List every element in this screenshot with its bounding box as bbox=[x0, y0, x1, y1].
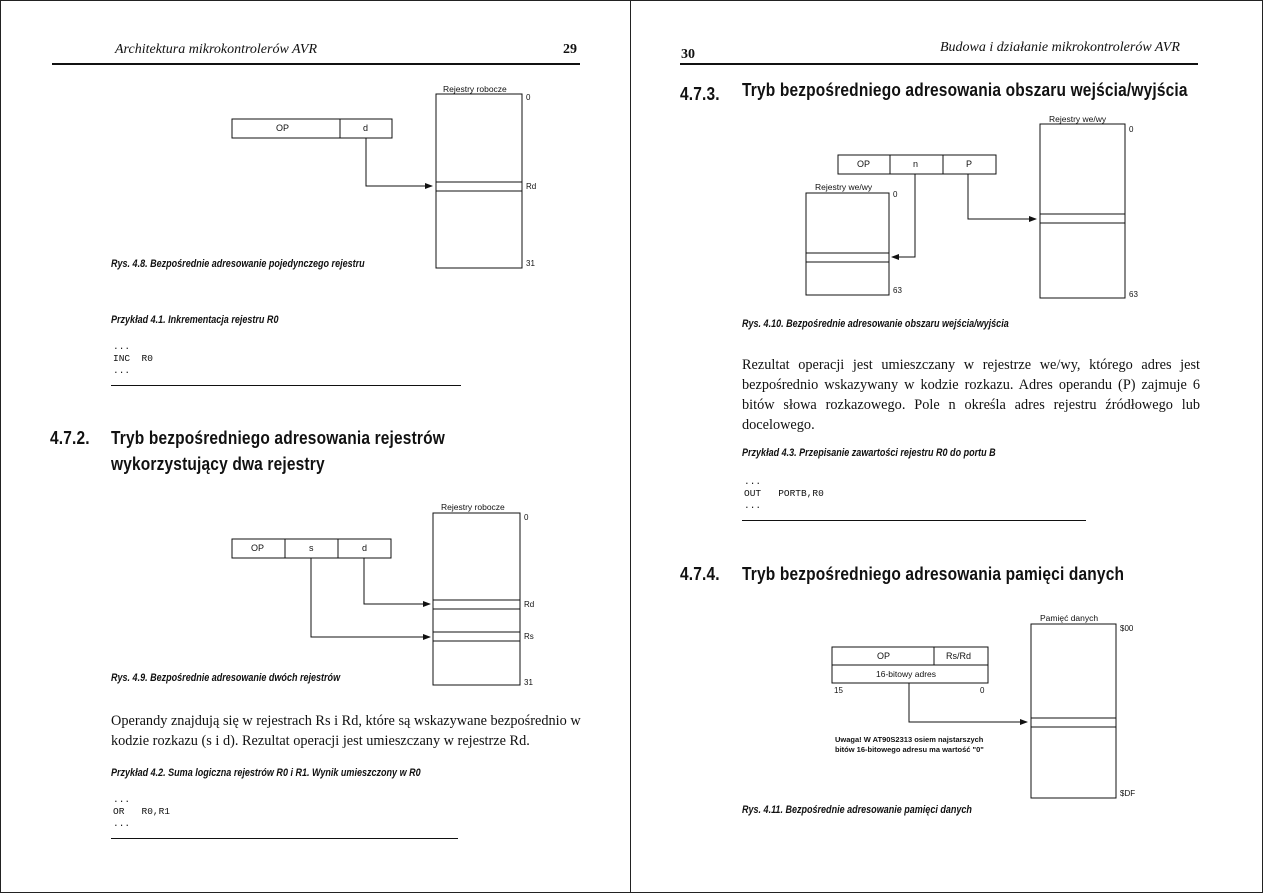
fig-4-9-field-op: OP bbox=[251, 543, 265, 553]
fig-4-8-field-d: d bbox=[363, 123, 369, 133]
fig-4-8-field-op: OP bbox=[276, 123, 290, 133]
fig-4-10-big-index-bottom: 63 bbox=[1129, 290, 1138, 299]
fig-4-10-small-index-top: 0 bbox=[893, 190, 898, 199]
section-4-7-2-title-line2: wykorzystujący dwa rejestry bbox=[111, 454, 325, 474]
fig-4-11-bit-high: 15 bbox=[834, 686, 843, 695]
section-4-7-3-title: Tryb bezpośredniego adresowania obszaru wejścia/wyjścia bbox=[742, 80, 1188, 100]
example-4-2-code: ... OR R0,R1 ... bbox=[113, 794, 171, 829]
fig-4-10-field-n: n bbox=[913, 159, 919, 169]
fig-4-8-caption: Rys. 4.8. Bezpośrednie adresowanie pojedynczego rejestru bbox=[111, 258, 365, 270]
left-running-header: Architektura mikrokontrolerów AVR bbox=[115, 42, 318, 57]
right-paragraph: Rezultat operacji jest umieszczany w rejestrze we/wy, którego adres jest bezpośrednio wskazywany w kodzie rozkazu. Adres operandu (P) zajmuje 6 bitów słowa rozkazowego. Pole n określa adres rejestru źródłowego lub docelowego. bbox=[742, 357, 1200, 433]
fig-4-11-addr-top: $00 bbox=[1120, 624, 1134, 633]
section-4-7-2-number: 4.7.2. bbox=[50, 428, 90, 448]
fig-4-9-index-top: 0 bbox=[524, 513, 529, 522]
right-running-header: Budowa i działanie mikrokontrolerów AVR bbox=[940, 40, 1180, 55]
fig-4-11-address-field: 16-bitowy adres bbox=[876, 669, 937, 679]
fig-4-8-index-top: 0 bbox=[526, 93, 531, 102]
example-4-1-title: Przykład 4.1. Inkrementacja rejestru R0 bbox=[111, 314, 279, 326]
fig-4-11-field-rsrd: Rs/Rd bbox=[946, 651, 972, 661]
fig-4-9-rd-label: Rd bbox=[524, 600, 535, 609]
fig-4-11-bit-low: 0 bbox=[980, 686, 985, 695]
fig-4-8-rd-label: Rd bbox=[526, 182, 537, 191]
left-page-number: 29 bbox=[563, 42, 577, 57]
example-4-1-code: ... INC R0 ... bbox=[113, 341, 153, 376]
fig-4-11-addr-bottom: $DF bbox=[1120, 789, 1136, 798]
section-4-7-3-number: 4.7.3. bbox=[680, 84, 720, 104]
fig-4-11-note-line2: bitów 16-bitowego adresu ma wartość "0" bbox=[835, 745, 984, 754]
fig-4-10-caption: Rys. 4.10. Bezpośrednie adresowanie obszaru wejścia/wyjścia bbox=[742, 318, 1009, 330]
left-paragraph: Operandy znajdują się w rejestrach Rs i Rd, które są wskazywane bezpośrednio w kodzie rozkazu (s i d). Rezultat operacji jest umieszczany w rejestrze Rd. bbox=[111, 713, 581, 749]
example-4-3-code: ... OUT PORTB,R0 ... bbox=[744, 476, 824, 511]
section-4-7-4-title: Tryb bezpośredniego adresowania pamięci danych bbox=[742, 564, 1125, 584]
fig-4-8-index-bottom: 31 bbox=[526, 259, 535, 268]
fig-4-11-note-line1: Uwaga! W AT90S2313 osiem najstarszych bbox=[835, 735, 984, 744]
fig-4-10-io-label-big: Rejestry we/wy bbox=[1049, 114, 1107, 124]
right-page-number: 30 bbox=[681, 47, 695, 62]
fig-4-10-big-index-top: 0 bbox=[1129, 125, 1134, 134]
example-4-2-title: Przykład 4.2. Suma logiczna rejestrów R0 i R1. Wynik umieszczony w R0 bbox=[111, 767, 421, 779]
fig-4-8-register-label: Rejestry robocze bbox=[443, 84, 507, 94]
section-4-7-2-title-line1: Tryb bezpośredniego adresowania rejestrów bbox=[111, 428, 445, 448]
fig-4-9-index-bottom: 31 bbox=[524, 678, 533, 687]
fig-4-11-caption: Rys. 4.11. Bezpośrednie adresowanie pamięci danych bbox=[742, 804, 972, 816]
fig-4-9-field-s: s bbox=[309, 543, 314, 553]
fig-4-10-field-op: OP bbox=[857, 159, 871, 169]
section-4-7-4-number: 4.7.4. bbox=[680, 564, 720, 584]
fig-4-10-small-index-bottom: 63 bbox=[893, 286, 902, 295]
example-4-3-title: Przykład 4.3. Przepisanie zawartości rejestru R0 do portu B bbox=[742, 447, 996, 459]
fig-4-11-memory-label: Pamięć danych bbox=[1040, 613, 1099, 623]
fig-4-11-field-op: OP bbox=[877, 651, 891, 661]
fig-4-9-field-d: d bbox=[362, 543, 368, 553]
fig-4-10-field-p: P bbox=[966, 159, 973, 169]
fig-4-9-rs-label: Rs bbox=[524, 632, 534, 641]
fig-4-9-caption: Rys. 4.9. Bezpośrednie adresowanie dwóch rejestrów bbox=[111, 672, 341, 684]
fig-4-9-register-label: Rejestry robocze bbox=[441, 502, 505, 512]
fig-4-10-io-label-small: Rejestry we/wy bbox=[815, 182, 873, 192]
